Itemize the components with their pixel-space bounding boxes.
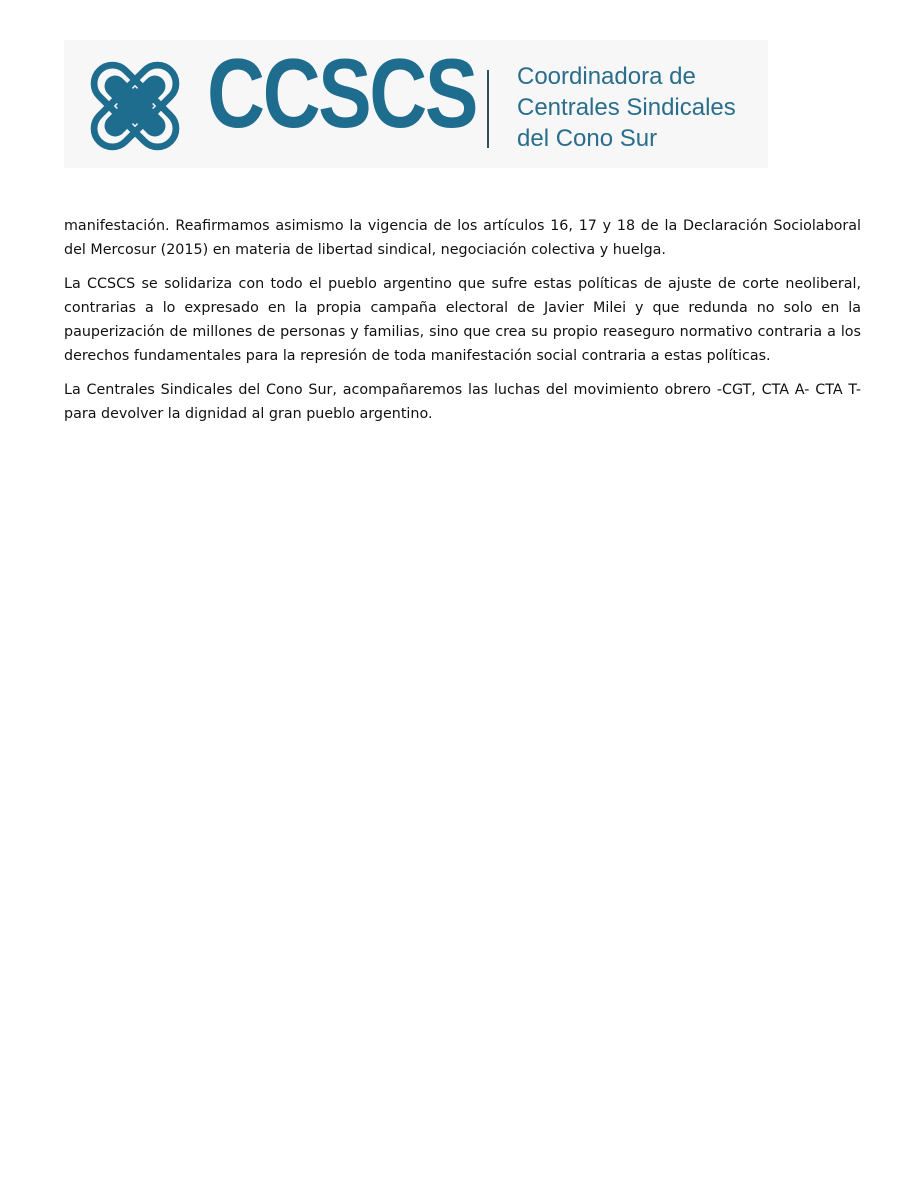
logo-organization-name <box>517 61 736 154</box>
ccscs-logo-icon <box>76 48 194 164</box>
body-paragraph: La Centrales Sindicales del Cono Sur, acompañaremos las luchas del movimiento obrero -CGT, CTA A- CTA T- para devolver la dignidad al gran pueblo argentino. <box>64 382 861 422</box>
logo-name-line: Centrales Sindicales <box>517 94 736 121</box>
document-body <box>64 214 861 436</box>
body-paragraph: manifestación. Reafirmamos asimismo la vigencia de los artículos 16, 17 y 18 de la Declaración Sociolaboral del Mercosur (2015) en materia de libertad sindical, negociación colectiva y huelga. <box>64 218 861 258</box>
logo-divider <box>487 70 489 148</box>
logo-acronym: CCSCS <box>207 38 477 148</box>
body-paragraph: La CCSCS se solidariza con todo el pueblo argentino que sufre estas políticas de ajuste de corte neoliberal, contrarias a lo expresado en la propia campaña electoral de Javier Milei y que redunda no solo en la pauperización de millones de personas y familias, sino que crea su propio reaseguro normativo contraria a los derechos fundamentales para la represión de toda manifestación social contraria a estas políticas. <box>64 276 861 364</box>
logo-name-line: del Cono Sur <box>517 125 658 152</box>
logo-name-line: Coordinadora de <box>517 63 696 90</box>
